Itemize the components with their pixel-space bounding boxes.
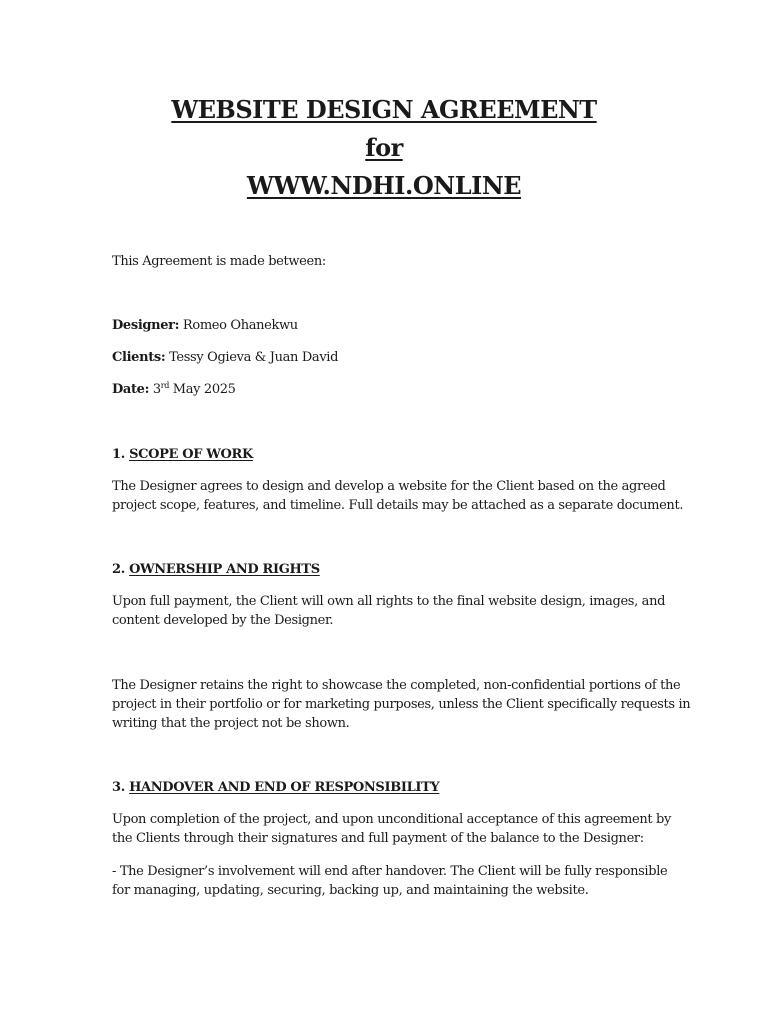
- document-title: [0, 96, 768, 124]
- section-3-para-2-line-2: for managing, updating, securing, backing up, and maintaining the website.: [112, 883, 589, 898]
- section-3-title: HANDOVER AND END OF RESPONSIBILITY: [129, 780, 440, 795]
- date-line: [112, 380, 672, 400]
- section-2-heading: [112, 560, 672, 580]
- date-label: Date:: [112, 382, 150, 397]
- section-2-title: OWNERSHIP AND RIGHTS: [129, 562, 320, 577]
- section-3-number: 3.: [112, 780, 130, 795]
- clients-line: [112, 348, 672, 368]
- section-3-para-1-line-1: Upon completion of the project, and upon unconditional acceptance of this agreement by: [112, 812, 672, 827]
- section-3-heading: [112, 778, 672, 798]
- section-2-number: 2.: [112, 562, 130, 577]
- section-1-para-line-2: project scope, features, and timeline. Full details may be attached as a separate document.: [112, 498, 684, 513]
- section-2-para-1-line-2: content developed by the Designer.: [112, 613, 334, 628]
- date-rest: May 2025: [169, 382, 236, 397]
- section-2-para-2-line-2: project in their portfolio or for marketing purposes, unless the Client specifically requests in: [112, 697, 691, 712]
- date-day: 3: [149, 382, 161, 397]
- section-3-para-1-line-2: the Clients through their signatures and full payment of the balance to the Designer:: [112, 831, 644, 846]
- designer-value: Romeo Ohanekwu: [179, 318, 298, 333]
- clients-value: Tessy Ogieva & Juan David: [165, 350, 339, 365]
- title-line-1: WEBSITE DESIGN AGREEMENT: [171, 95, 597, 124]
- section-3-para-2-line-1: - The Designer’s involvement will end after handover. The Client will be fully responsible: [112, 864, 668, 879]
- clients-label: Clients:: [112, 350, 166, 365]
- section-1-heading: [112, 445, 672, 465]
- date-suffix: rd: [160, 381, 169, 390]
- section-1-number: 1.: [112, 447, 130, 462]
- designer-label: Designer:: [112, 318, 180, 333]
- title-website: [0, 172, 768, 200]
- title-line-2: for: [365, 133, 403, 162]
- section-2-para-2-line-3: writing that the project not be shown.: [112, 716, 350, 731]
- intro-text: This Agreement is made between:: [112, 254, 326, 269]
- section-1-para-line-1: The Designer agrees to design and develop a website for the Client based on the agreed: [112, 479, 666, 494]
- title-for: [0, 134, 768, 162]
- section-2-para-2-line-1: The Designer retains the right to showcase the completed, non-confidential portions of the: [112, 678, 681, 693]
- section-1-title: SCOPE OF WORK: [129, 447, 253, 462]
- title-line-3: WWW.NDHI.ONLINE: [246, 171, 522, 200]
- section-2-para-1-line-1: Upon full payment, the Client will own all rights to the final website design, images, and: [112, 594, 666, 609]
- designer-line: [112, 316, 672, 336]
